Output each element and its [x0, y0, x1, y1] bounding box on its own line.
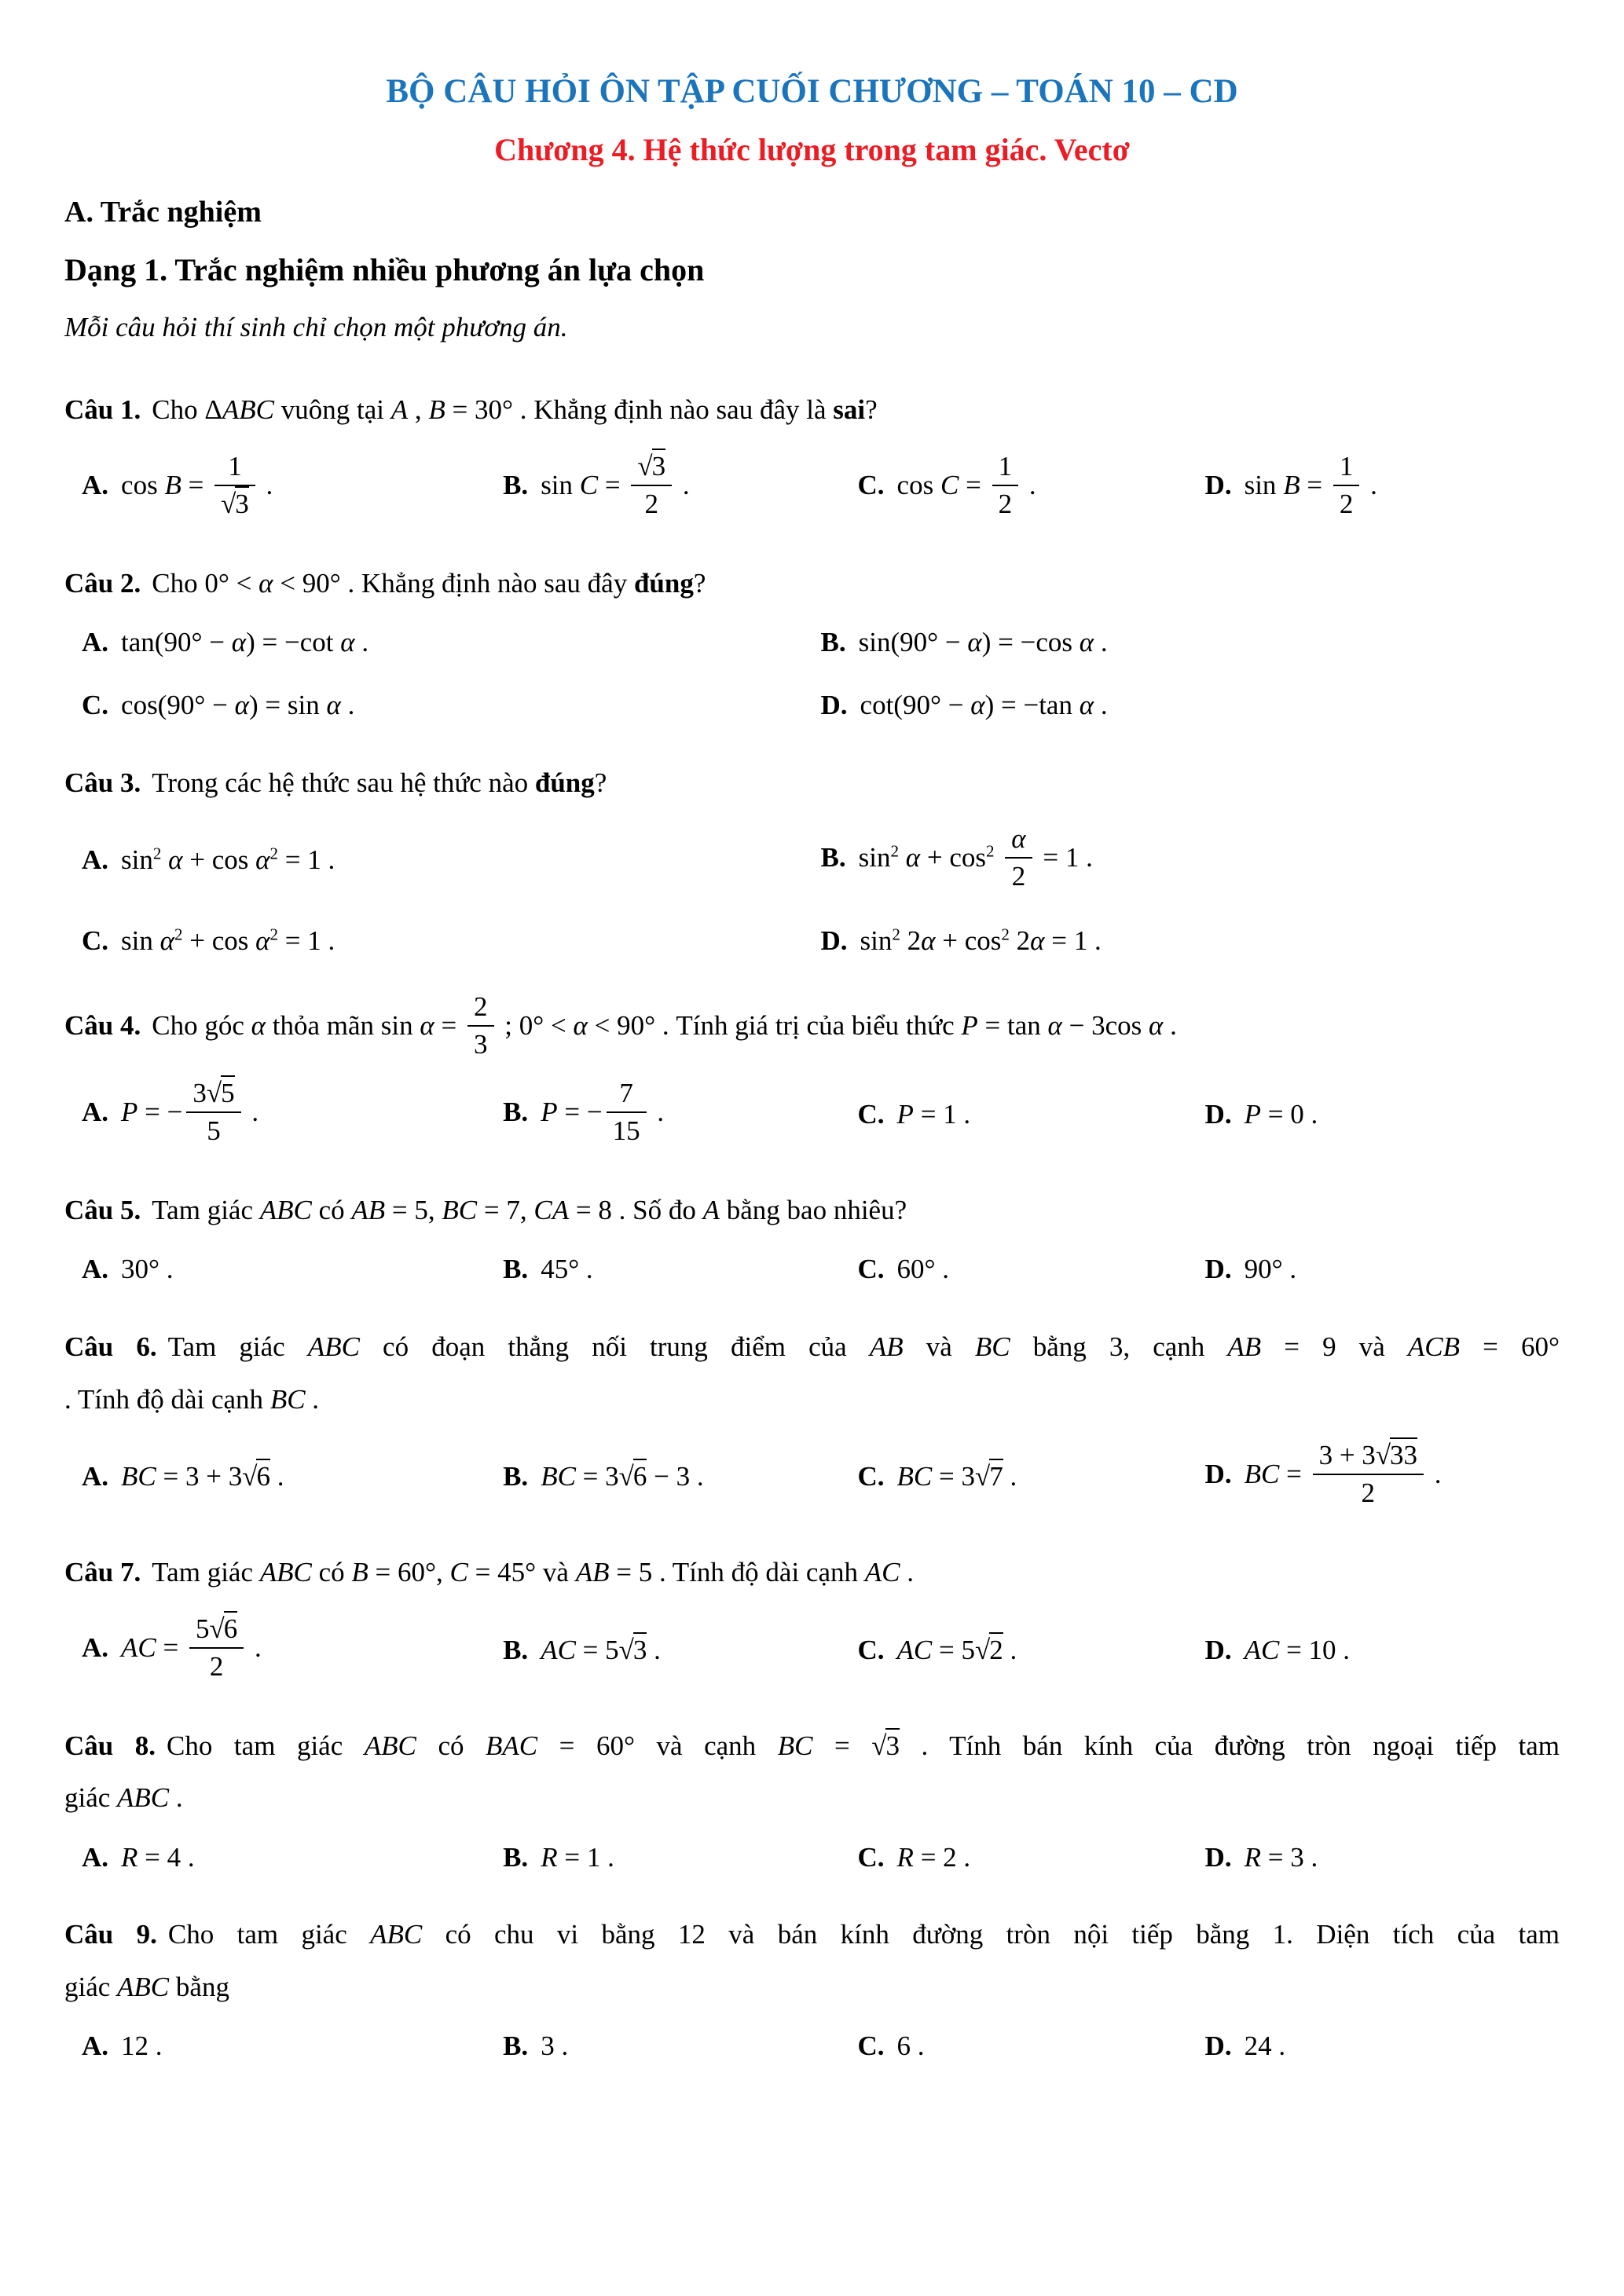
option	[82, 1840, 503, 1875]
option-key: C.	[82, 925, 109, 956]
question	[64, 1321, 1560, 1512]
option-value: 6 .	[896, 2031, 925, 2062]
option-key: A.	[82, 1096, 109, 1127]
option-key: B.	[503, 1461, 529, 1492]
options-row	[64, 1615, 1560, 1686]
option	[821, 688, 1560, 723]
option-value: $\sin^2 \alpha + \cos \alpha^2 = 1$ .	[121, 844, 335, 876]
section-a-heading: A. Trắc nghiệm	[64, 196, 262, 229]
option-key: B.	[503, 1841, 529, 1873]
question-text: Câu 3. Trong các hệ thức sau hệ thức nào đúng?	[64, 767, 607, 798]
option-value: P = 0 .	[1244, 1098, 1318, 1130]
question-text: Câu 1. Cho ΔABC vuông tại A , B = 30° . Khẳng định nào sau đây là sai?	[64, 394, 878, 425]
options-row	[64, 1079, 1560, 1150]
option-value: 60° .	[896, 1254, 950, 1285]
option-value: P = 1 .	[896, 1098, 971, 1130]
option-key: D.	[1204, 1634, 1232, 1665]
option-value: 90° .	[1244, 1254, 1297, 1285]
option-key: C.	[857, 1841, 885, 1873]
option-value: cot(90° − α) = −tan α .	[860, 689, 1108, 720]
option-value: R = 2 .	[896, 1841, 971, 1873]
option-value: AC = 5√3 .	[541, 1632, 661, 1665]
option	[821, 625, 1560, 660]
options-row	[64, 1840, 1560, 1875]
option-key: C.	[857, 469, 885, 500]
option	[82, 625, 821, 660]
option	[858, 1097, 1205, 1132]
dang-1-heading: Dạng 1. Trắc nghiệm nhiều phương án lựa chọn	[64, 252, 705, 287]
option	[82, 1252, 503, 1287]
option-value: BC = 3√6 − 3 .	[541, 1459, 703, 1492]
question-text: Câu 2. Cho 0° < α < 90° . Khẳng định nào sau đây đúng?	[64, 567, 706, 599]
option-key: C.	[857, 1098, 885, 1130]
question-text: Câu 6. Tam giác ABC có đoạn thẳng nối trung điểm của AB và BC bằng 3, cạnh AB = 9 và ACB = 60° . Tính độ dài cạnh BC .	[64, 1331, 1560, 1415]
option-key: A.	[82, 627, 109, 657]
option-value: cos(90° − α) = sin α .	[121, 689, 355, 720]
option	[503, 1840, 857, 1875]
option-key: D.	[820, 925, 848, 956]
option	[1205, 1441, 1560, 1512]
option	[821, 924, 1560, 958]
options-row	[64, 625, 1560, 723]
option-value: BC = 3 + 3√6 .	[121, 1459, 284, 1492]
option-value: tan(90° − α) = −cot α .	[121, 627, 369, 657]
option-key: B.	[503, 2031, 529, 2062]
question-label: Câu 9.	[64, 1919, 157, 1950]
question	[64, 993, 1560, 1150]
option	[1205, 1840, 1560, 1875]
option-value: AC = $\frac{5√6}{2}$ .	[121, 1632, 262, 1663]
option	[858, 1459, 1205, 1494]
option-value: sin(90° − α) = −cos α .	[858, 627, 1108, 657]
option-value: BC = $\frac{3 + 3√33}{2}$ .	[1245, 1459, 1442, 1489]
question	[64, 1720, 1560, 1875]
option-key: B.	[503, 1254, 529, 1285]
option	[82, 1079, 503, 1150]
option-key: D.	[820, 689, 848, 720]
option	[1205, 452, 1560, 523]
question-label: Câu 8.	[64, 1730, 156, 1761]
option-key: A.	[82, 844, 109, 876]
question	[64, 757, 1560, 958]
option	[82, 843, 821, 877]
option-value: sin B = $\frac{1}{2}$ .	[1244, 450, 1377, 519]
option-value: $\sin^2 \alpha + \cos^2$ $\frac{\alpha}{2}$ = 1 .	[858, 823, 1093, 892]
question	[64, 1547, 1560, 1686]
option-key: C.	[857, 1254, 885, 1285]
option-value: R = 1 .	[541, 1841, 614, 1873]
options-row	[64, 2029, 1560, 2063]
option	[1205, 2029, 1560, 2063]
options-row	[64, 825, 1560, 958]
option	[82, 924, 821, 958]
option	[858, 1252, 1205, 1287]
question-label: Câu 6.	[64, 1331, 157, 1362]
question-text: Câu 4. Cho góc α thỏa mãn sin α = $\frac{2}{3}$ ; 0° < α < 90° . Tính giá trị của biểu thức P = tan α − 3cos α .	[64, 991, 1177, 1060]
option	[82, 452, 503, 523]
option-key: A.	[82, 1461, 109, 1492]
option-value: 3 .	[541, 2031, 569, 2062]
option-value: cos B = $\frac{1}{√3}$ .	[121, 450, 273, 519]
option	[503, 1459, 857, 1494]
question-label: Câu 5.	[64, 1194, 141, 1225]
instruction-note: Mỗi câu hỏi thí sinh chỉ chọn một phương án.	[64, 312, 568, 342]
option-key: D.	[1204, 1841, 1232, 1873]
question	[64, 1909, 1560, 2063]
option-key: B.	[503, 469, 529, 500]
question-list	[64, 384, 1560, 2063]
option-key: D.	[1204, 2031, 1232, 2062]
option-key: C.	[857, 1634, 885, 1665]
option-value: 30° .	[121, 1254, 174, 1285]
option-value: 24 .	[1244, 2031, 1286, 2062]
question-text: Câu 8. Cho tam giác ABC có BAC = 60° và cạnh BC = √3 . Tính bán kính của đường tròn ngoại tiếp tam giác ABC .	[64, 1720, 1560, 1825]
option	[82, 1615, 503, 1686]
question	[64, 558, 1560, 723]
question-label: Câu 3.	[64, 767, 141, 798]
question-text: Câu 7. Tam giác ABC có B = 60°, C = 45° và AB = 5 . Tính độ dài cạnh AC .	[64, 1557, 914, 1587]
option-value: AC = 5√2 .	[897, 1632, 1017, 1665]
option-value: $\sin \alpha^2 + \cos \alpha^2 = 1$ .	[121, 925, 335, 956]
option-value: 12 .	[121, 2031, 163, 2062]
option	[503, 1079, 857, 1150]
option-key: D.	[1204, 469, 1232, 500]
options-row	[64, 1252, 1560, 1287]
option-value: P = − $\frac{7}{15}$ .	[541, 1077, 665, 1146]
option	[858, 1840, 1205, 1875]
option-key: A.	[82, 1841, 109, 1873]
option-key: C.	[857, 2031, 885, 2062]
option-key: A.	[82, 1254, 109, 1285]
option-key: D.	[1204, 1459, 1232, 1490]
option-key: A.	[82, 469, 109, 500]
question-text: Câu 5. Tam giác ABC có AB = 5, BC = 7, CA = 8 . Số đo A bằng bao nhiêu?	[64, 1194, 907, 1225]
option-key: B.	[503, 1634, 529, 1665]
option-value: 45° .	[541, 1254, 593, 1285]
option	[858, 2029, 1205, 2063]
chapter-subtitle: Chương 4. Hệ thức lượng trong tam giác. Vectơ	[494, 132, 1130, 167]
option	[1205, 1633, 1560, 1668]
options-row	[64, 1441, 1560, 1512]
question	[64, 1185, 1560, 1287]
option-value: $\sin^2 2\alpha + \cos^2 2\alpha = 1$ .	[860, 925, 1102, 956]
option	[82, 2029, 503, 2063]
question-label: Câu 2.	[64, 567, 141, 599]
option-key: B.	[503, 1096, 529, 1127]
option-key: D.	[1204, 1254, 1232, 1285]
option	[858, 452, 1205, 523]
option	[503, 1633, 857, 1668]
option	[1205, 1097, 1560, 1132]
option-key: A.	[82, 1631, 109, 1663]
option	[821, 825, 1560, 895]
question	[64, 384, 1560, 523]
option-value: AC = 10 .	[1244, 1634, 1351, 1665]
option	[82, 688, 821, 723]
question-label: Câu 4.	[64, 1009, 141, 1041]
question-label: Câu 1.	[64, 394, 141, 425]
option-value: cos C = $\frac{1}{2}$ .	[896, 450, 1036, 519]
option-value: sin C = $\frac{√3}{2}$ .	[541, 470, 689, 500]
option-value: R = 3 .	[1244, 1841, 1318, 1873]
option	[503, 452, 857, 523]
option-key: C.	[82, 689, 109, 720]
option-key: A.	[82, 2031, 109, 2062]
option	[503, 1252, 857, 1287]
page-title: BỘ CÂU HỎI ÔN TẬP CUỐI CHƯƠNG – TOÁN 10 – CD	[386, 73, 1238, 110]
option-value: BC = 3√7 .	[897, 1459, 1017, 1492]
option-key: D.	[1204, 1098, 1232, 1130]
option-key: B.	[820, 627, 846, 657]
option-value: R = 4 .	[121, 1841, 195, 1873]
option-key: B.	[820, 842, 846, 873]
question-label: Câu 7.	[64, 1557, 141, 1587]
option	[82, 1459, 503, 1494]
options-row	[64, 452, 1560, 523]
option-key: C.	[857, 1461, 885, 1492]
option	[858, 1633, 1205, 1668]
option	[503, 2029, 857, 2063]
option	[1205, 1252, 1560, 1287]
question-text: Câu 9. Cho tam giác ABC có chu vi bằng 12 và bán kính đường tròn nội tiếp bằng 1. Diện tích của tam giác ABC bằng	[64, 1919, 1560, 2002]
option-value: P = − $\frac{3√5}{5}$ .	[121, 1097, 258, 1127]
